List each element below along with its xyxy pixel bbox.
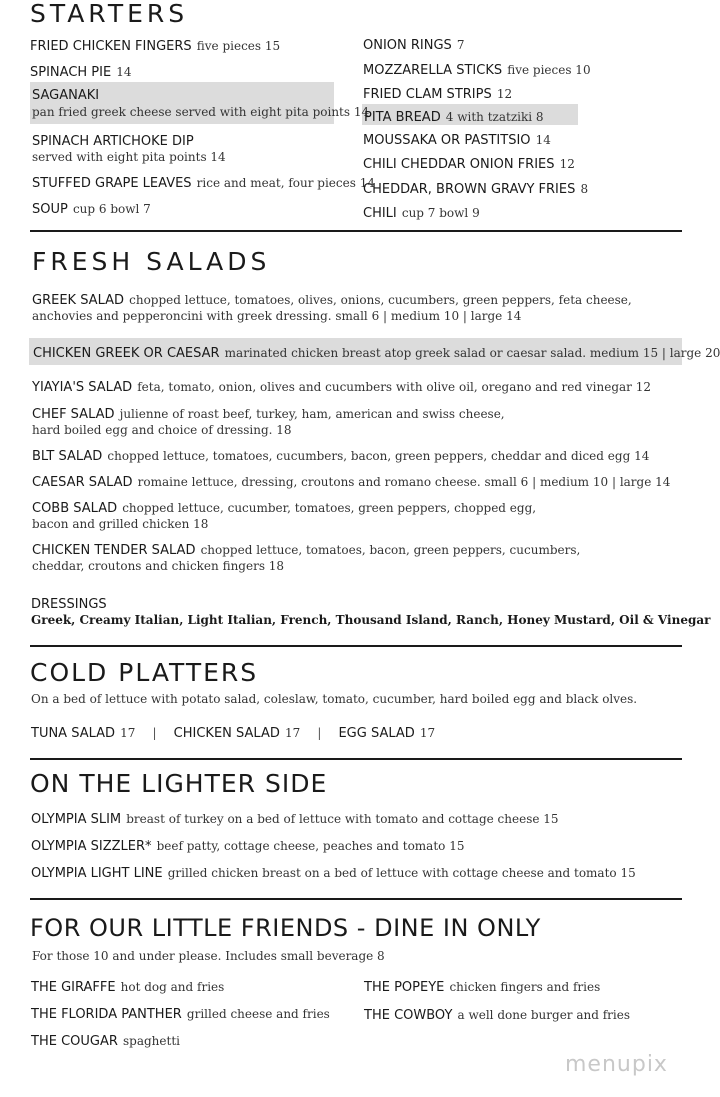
item-name: CHEDDAR, BROWN GRAVY FRIES: [363, 182, 576, 197]
item-desc: romaine lettuce, dressing, croutons and romano cheese. small 6 | medium 10 | large 14: [137, 475, 671, 489]
item-desc: grilled chicken breast on a bed of lettuce with cottage cheese and tomato 15: [167, 866, 636, 880]
cold-platters-desc: On a bed of lettuce with potato salad, coleslaw, tomato, cucumber, hard boiled egg and black olves.: [31, 692, 638, 706]
menu-item: [364, 979, 600, 995]
menu-item: [30, 63, 132, 80]
menu-item: [33, 345, 720, 361]
item-desc: chopped lettuce, tomatoes, olives, onions, cucumbers, green peppers, feta cheese,: [129, 293, 632, 307]
kids-title: FOR OUR LITTLE FRIENDS - DINE IN ONLY: [30, 914, 541, 942]
item-name: OLYMPIA SIZZLER*: [31, 839, 152, 854]
item-desc: anchovies and pepperoncini with greek dressing. small 6 | medium 10 | large 14: [32, 309, 522, 323]
item-name: PITA BREAD: [364, 110, 441, 125]
item-price: 17: [120, 726, 136, 740]
menu-item: [32, 379, 651, 395]
menu-item: [31, 865, 636, 881]
item-name: TUNA SALAD: [31, 726, 116, 741]
item-desc: hard boiled egg and choice of dressing. 18: [32, 423, 292, 437]
item-name: SPINACH ARTICHOKE DIP: [32, 134, 194, 149]
item-name: FRIED CLAM STRIPS: [363, 87, 492, 102]
item-desc: 7: [456, 38, 465, 52]
item-name: THE POPEYE: [364, 980, 445, 995]
salads-title: FRESH SALADS: [32, 247, 271, 276]
menu-item: [363, 61, 591, 78]
item-desc: marinated chicken breast atop greek salad or caesar salad. medium 15 | large 20: [224, 346, 720, 360]
item-desc: breast of turkey on a bed of lettuce with tomato and cottage cheese 15: [126, 812, 559, 826]
menu-item: [31, 811, 559, 827]
item-desc: 8: [580, 182, 589, 196]
cold-platters-items: [31, 725, 435, 741]
menu-item: [31, 1006, 330, 1022]
section-divider: [30, 898, 682, 900]
dressings-title: DRESSINGS: [31, 597, 107, 612]
item-name: YIAYIA'S SALAD: [32, 380, 133, 395]
menu-item: [32, 542, 580, 558]
menu-item: [32, 292, 632, 308]
menu-item: [32, 474, 670, 490]
menu-item: [363, 131, 551, 148]
item-desc: pan fried greek cheese served with eight pita points 14: [32, 105, 370, 119]
item-desc: grilled cheese and fries: [186, 1007, 330, 1021]
item-name: OLYMPIA SLIM: [31, 812, 122, 827]
item-name: SOUP: [32, 202, 68, 217]
menu-item: [32, 174, 375, 191]
item-desc: 12: [559, 157, 575, 171]
menu-item: [31, 838, 464, 854]
item-desc: beef patty, cottage cheese, peaches and tomato 15: [156, 839, 465, 853]
item-name: CHEF SALAD: [32, 407, 115, 422]
menu-item: [32, 86, 99, 103]
item-desc: 14: [535, 133, 551, 147]
item-desc-line: [32, 422, 292, 437]
item-desc: cup 6 bowl 7: [72, 202, 151, 216]
item-desc: chicken fingers and fries: [449, 980, 601, 994]
lighter-side-title: ON THE LIGHTER SIDE: [30, 769, 328, 798]
item-desc: spaghetti: [122, 1034, 180, 1048]
item-name: FRIED CHICKEN FINGERS: [30, 39, 192, 54]
item-name: MOUSSAKA OR PASTITSIO: [363, 133, 531, 148]
section-divider: [30, 758, 682, 760]
item-price: 17: [419, 726, 436, 740]
item-desc: five pieces 10: [507, 63, 591, 77]
item-desc: chopped lettuce, cucumber, tomatoes, green peppers, chopped egg,: [122, 501, 537, 515]
item-name: ONION RINGS: [363, 38, 452, 53]
item-desc: five pieces 15: [196, 39, 281, 53]
item-desc: 12: [496, 87, 513, 101]
watermark-logo: menupix: [565, 1052, 668, 1077]
kids-desc: For those 10 and under please. Includes small beverage 8: [32, 949, 385, 963]
menu-item: [31, 1033, 180, 1049]
item-desc: bacon and grilled chicken 18: [32, 517, 209, 531]
item-desc: hot dog and fries: [120, 980, 225, 994]
menu-item: [30, 37, 280, 54]
item-desc: feta, tomato, onion, olives and cucumbers with olive oil, oregano and red vinegar 12: [137, 380, 651, 394]
item-name: CHILI: [363, 206, 397, 221]
menu-item: [32, 500, 536, 516]
menu-item: [32, 448, 649, 464]
item-separator: |: [152, 726, 157, 740]
item-name: CHICKEN SALAD: [173, 726, 280, 741]
menu-item: [363, 155, 575, 172]
item-desc: cup 7 bowl 9: [401, 206, 480, 220]
starters-title: STARTERS: [30, 0, 189, 28]
menu-item: [363, 204, 480, 221]
item-desc: a well done burger and fries: [457, 1008, 631, 1022]
item-name: THE FLORIDA PANTHER: [31, 1007, 182, 1022]
section-divider: [30, 645, 682, 647]
menu-item: [363, 180, 588, 197]
item-price: 17: [284, 726, 301, 740]
item-name: THE COWBOY: [364, 1008, 453, 1023]
menu-item: [32, 132, 194, 149]
item-name: OLYMPIA LIGHT LINE: [31, 866, 163, 881]
item-desc-line: [32, 308, 521, 323]
item-desc: served with eight pita points 14: [32, 150, 226, 164]
menu-item: [31, 979, 224, 995]
item-name: CHILI CHEDDAR ONION FRIES: [363, 157, 555, 172]
item-desc: chopped lettuce, tomatoes, cucumbers, bacon, green peppers, cheddar and diced egg 14: [107, 449, 650, 463]
item-name: CHICKEN GREEK OR CAESAR: [33, 346, 220, 361]
item-desc-line: [32, 516, 208, 531]
menu-item: [363, 85, 512, 102]
menu-item: [363, 36, 465, 53]
item-desc: rice and meat, four pieces 14: [196, 176, 375, 190]
item-desc-line: [32, 103, 369, 120]
item-name: CHICKEN TENDER SALAD: [32, 543, 196, 558]
menu-item: [32, 406, 505, 422]
item-name: CAESAR SALAD: [32, 475, 133, 490]
item-name: EGG SALAD: [338, 726, 415, 741]
menu-item: [364, 1007, 630, 1023]
item-desc: chopped lettuce, tomatoes, bacon, green peppers, cucumbers,: [200, 543, 581, 557]
item-name: THE GIRAFFE: [31, 980, 116, 995]
menu-item: [32, 200, 151, 217]
item-name: GREEK SALAD: [32, 293, 125, 308]
dressings-list: Greek, Creamy Italian, Light Italian, French, Thousand Island, Ranch, Honey Mustard, Oil & Vinegar: [31, 613, 711, 627]
item-name: MOZZARELLA STICKS: [363, 63, 503, 78]
item-name: SAGANAKI: [32, 88, 100, 103]
item-name: STUFFED GRAPE LEAVES: [32, 176, 192, 191]
item-desc: cheddar, croutons and chicken fingers 18: [32, 559, 285, 573]
cold-platters-title: COLD PLATTERS: [30, 658, 259, 687]
item-name: BLT SALAD: [32, 449, 103, 464]
item-desc-line: [32, 558, 284, 573]
item-name: THE COUGAR: [31, 1034, 118, 1049]
menu-item: [364, 108, 544, 125]
item-desc-line: [32, 148, 226, 165]
item-name: SPINACH PIE: [30, 65, 112, 80]
item-separator: |: [317, 726, 322, 740]
item-desc: 4 with tzatziki 8: [445, 110, 544, 124]
item-desc: julienne of roast beef, turkey, ham, american and swiss cheese,: [119, 407, 505, 421]
section-divider: [30, 230, 682, 232]
item-desc: 14: [116, 65, 132, 79]
item-name: COBB SALAD: [32, 501, 118, 516]
